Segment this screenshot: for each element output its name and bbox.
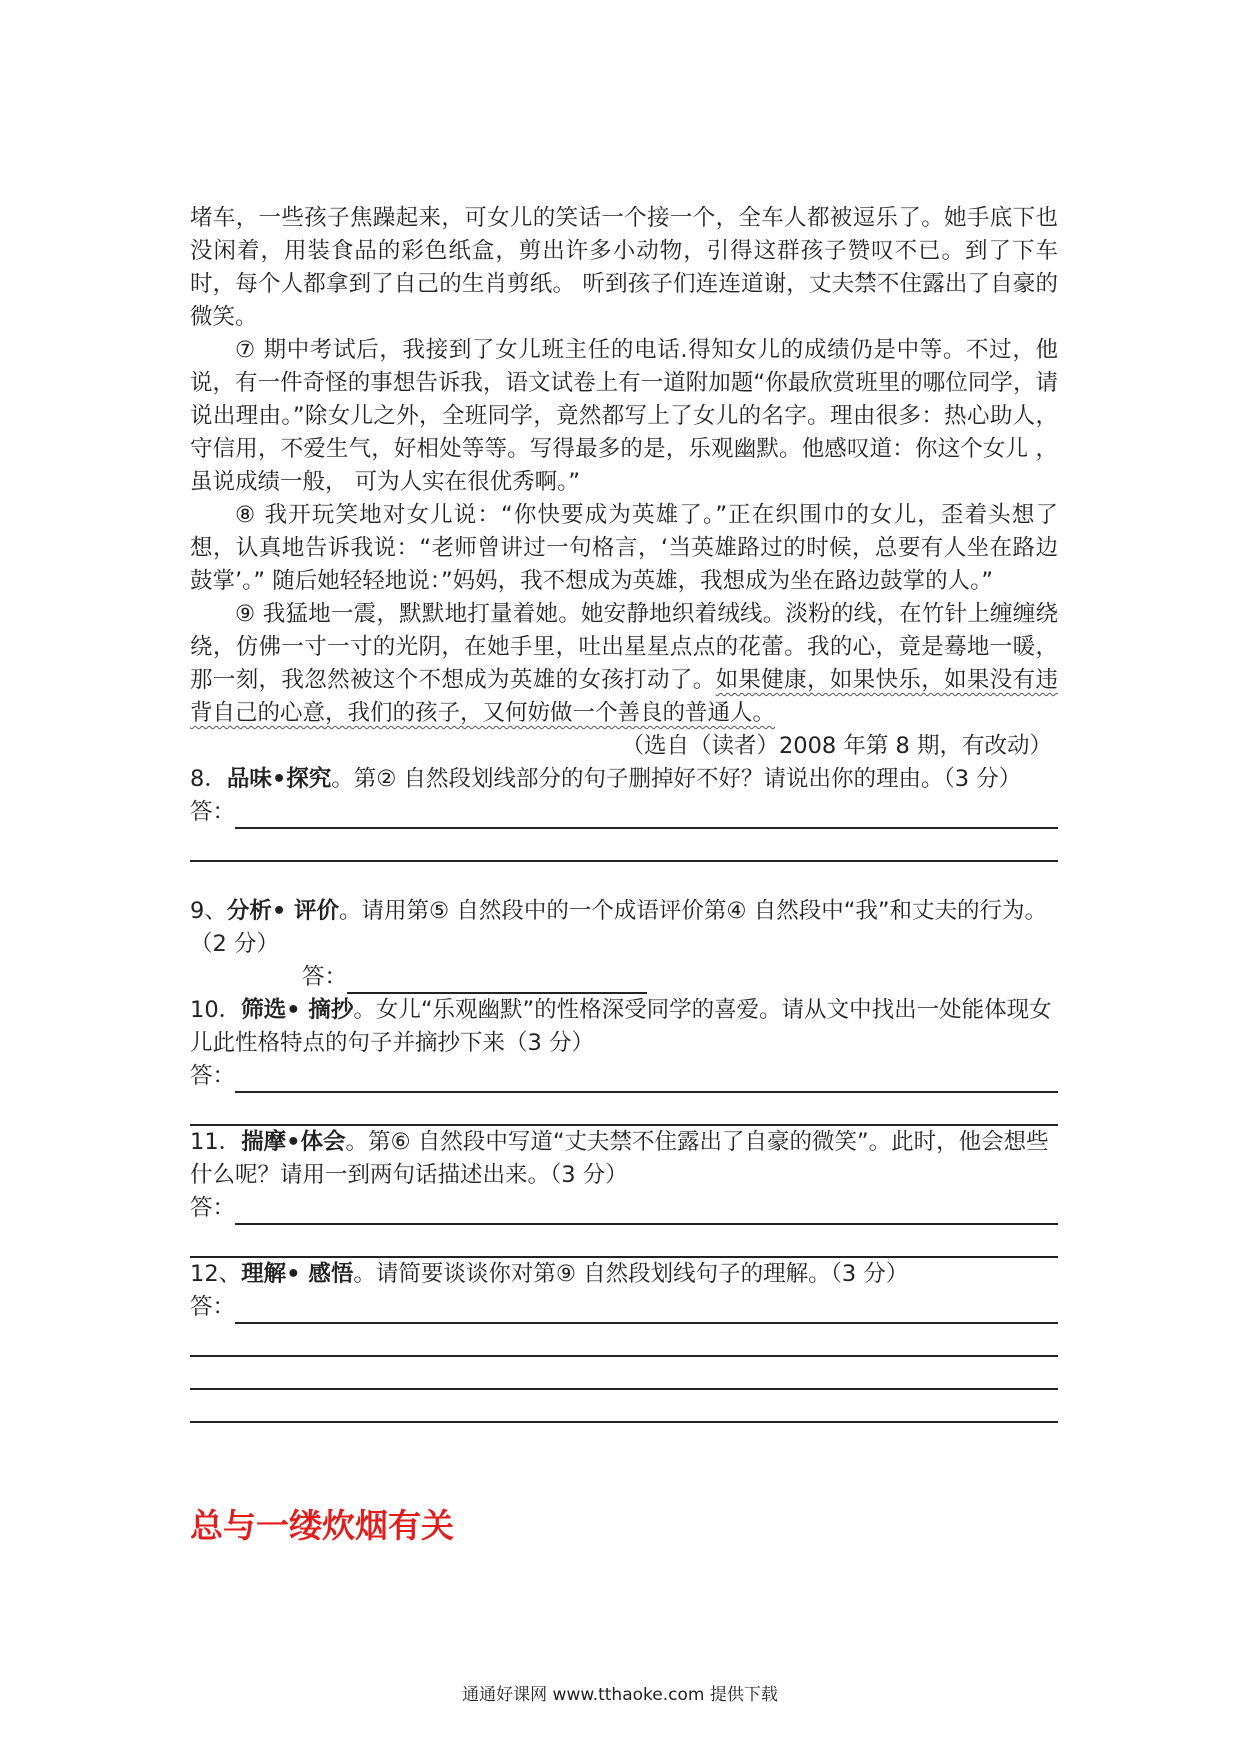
answer-line[interactable] xyxy=(190,1093,1058,1126)
paragraph-7: ⑦ 期中考试后，我接到了女儿班主任的电话.得知女儿的成绩仍是中等。不过，他说，有一件奇怪的事想告诉我，语文试卷上有一道附加题“你最欣赏班里的哪位同学，请说出理由。”除女儿之外，全班同学，竟然都写上了女儿的名字。理由很多：热心助人，守信用，不爱生气，好相处等等。写得最多的是，乐观幽默。他感叹道：你这个女儿 ，虽说成绩一般， 可为人实在很优秀啊。” xyxy=(190,337,1058,495)
question-8-title: 品味•探究 xyxy=(226,766,332,792)
answer-label: 答： xyxy=(302,964,348,990)
question-10-answer-row xyxy=(190,1060,1058,1093)
question-11-answer-row xyxy=(190,1192,1058,1225)
question-12-number: 12、 xyxy=(190,1261,242,1287)
answer-line[interactable] xyxy=(190,829,1058,862)
question-9-answer-row xyxy=(190,961,1058,994)
question-8-number: 8． xyxy=(190,766,227,792)
paragraph-6-continued: 堵车，一些孩子焦躁起来，可女儿的笑话一个接一个，全车人都被逗乐了。她手底下也没闲着，用装食品的彩色纸盒，剪出许多小动物，引得这群孩子赞叹不已。到了下车时，每个人都拿到了自己的生肖剪纸。 听到孩子们连连道谢，丈夫禁不住露出了自豪的微笑。 xyxy=(190,205,1058,330)
paragraph-9-text: ⑨ 我猛地一震，默默地打量着她。她安静地织着绒线。淡粉的线，在竹针上缠缠绕绕，仿佛一寸一寸的光阴，在她手里，吐出星星点点的花蕾。我的心，竟是蓦地一暖，那一刻，我忽然被这个不想成为英雄的女孩打动了。 xyxy=(190,601,1058,693)
footer-credit: 通通好课网 www.tthaoke.com 提供下载 xyxy=(462,1685,778,1705)
answer-line[interactable] xyxy=(235,1069,1058,1093)
answer-line[interactable] xyxy=(190,1357,1058,1390)
question-8 xyxy=(190,763,1058,796)
answer-label: 答： xyxy=(190,1195,236,1221)
question-10-title: 筛选• 摘抄 xyxy=(241,997,354,1023)
paragraph-8: ⑧ 我开玩笑地对女儿说：“你快要成为英雄了。”正在织围巾的女儿，歪着头想了想，认真地告诉我说：“老师曾讲过一句格言，‘当英雄路过的时候，总要有人坐在路边鼓掌’。” 随后她轻轻地说：”妈妈，我不想成为英雄，我想成为坐在路边鼓掌的人。” xyxy=(190,502,1058,594)
question-9 xyxy=(190,895,1058,961)
answer-label: 答： xyxy=(190,1063,236,1089)
question-8-body: 。第② 自然段划线部分的句子删掉好不好？请说出你的理由。（3 分） xyxy=(331,766,1022,792)
document-body xyxy=(190,202,1058,1423)
question-12-answer-row xyxy=(190,1291,1058,1324)
question-8-answer-row xyxy=(190,796,1058,829)
question-10-number: 10． xyxy=(190,997,242,1023)
question-12 xyxy=(190,1258,1058,1291)
next-article-heading: 总与一缕炊烟有关 xyxy=(190,1506,454,1545)
question-9-body: 。请用第⑤ 自然段中的一个成语评价第④ 自然段中“我”和丈夫的行为。（2 分） xyxy=(190,898,1048,957)
question-11-title: 揣摩•体会 xyxy=(241,1129,346,1155)
question-10 xyxy=(190,994,1058,1060)
question-11 xyxy=(190,1126,1058,1192)
paragraph-9-underlined-sentence: 如果健康，如果快乐，如果没有违背自己的心意，我们的孩子，又何妨做一个善良的普通人。 xyxy=(190,667,1058,726)
question-11-body: 。第⑥ 自然段中写道“丈夫禁不住露出了自豪的微笑”。此时，他会想些什么呢？请用一到两句话描述出来。（3 分） xyxy=(190,1129,1049,1188)
answer-line[interactable] xyxy=(347,970,647,994)
question-11-number: 11． xyxy=(190,1129,242,1155)
answer-label: 答： xyxy=(190,1294,236,1320)
question-9-number: 9、 xyxy=(190,898,227,924)
answer-line[interactable] xyxy=(190,1324,1058,1357)
source-citation: （选自（读者）2008 年第 8 期，有改动） xyxy=(621,733,1052,759)
answer-label: 答： xyxy=(190,799,236,825)
answer-line[interactable] xyxy=(235,1201,1058,1225)
question-9-title: 分析• 评价 xyxy=(226,898,340,924)
answer-line[interactable] xyxy=(190,1390,1058,1423)
answer-line[interactable] xyxy=(190,1225,1058,1258)
paragraph-9 xyxy=(190,598,1058,730)
question-12-body: 。请简要谈谈你对第⑨ 自然段划线句子的理解。（3 分） xyxy=(353,1261,909,1287)
question-10-body: 。女儿“乐观幽默”的性格深受同学的喜爱。请从文中找出一处能体现女儿此性格特点的句子并摘抄下来（3 分） xyxy=(190,997,1052,1056)
answer-line[interactable] xyxy=(235,805,1058,829)
answer-line[interactable] xyxy=(235,1300,1058,1324)
question-12-title: 理解• 感悟 xyxy=(241,1261,354,1287)
